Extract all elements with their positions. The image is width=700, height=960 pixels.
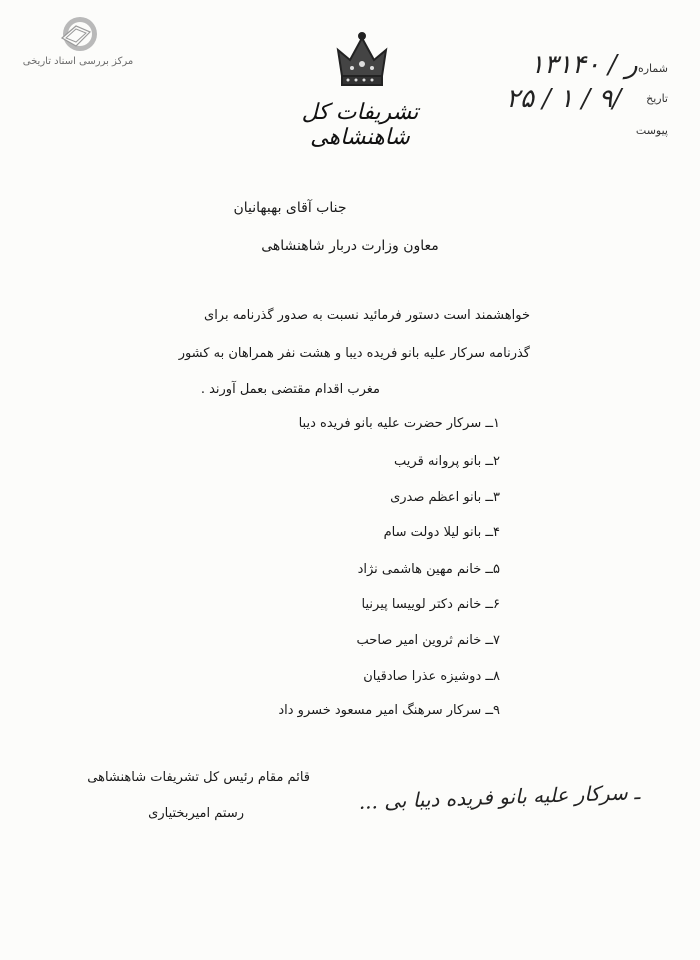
- archive-watermark: [22, 14, 134, 67]
- list-item: ۹ــ سرکار سرهنگ امیر مسعود خسرو داد: [278, 703, 500, 718]
- date-label: تاریخ: [646, 92, 668, 105]
- signatory-name: رستم امیربختیاری: [148, 806, 244, 821]
- list-item: ۷ــ خانم ثروین امیر صاحب: [356, 633, 500, 648]
- date-value: ۲۵ / ۱ / ۹/: [506, 84, 622, 114]
- addressee-name: جناب آقای بهبهانیان: [233, 200, 347, 216]
- office-title: تشریفات کل شاهنشاهی: [301, 100, 419, 150]
- crown-icon: [328, 30, 396, 94]
- number-value: ۱۳۱۴۰ / ر: [530, 50, 638, 80]
- archive-book-icon: [56, 14, 100, 54]
- body-line: خواهشمند است دستور فرمائید نسبت به صدور گذرنامه برای: [204, 308, 530, 323]
- watermark-text: مرکز بررسی اسناد تاریخی: [22, 56, 134, 67]
- list-item: ۴ــ بانو لیلا دولت سام: [383, 525, 500, 540]
- number-label: شماره: [637, 62, 668, 75]
- body-line: مغرب اقدام مقتضی بعمل آورند .: [200, 382, 380, 397]
- list-item: ۳ــ بانو اعظم صدری: [390, 490, 500, 505]
- list-item: ۶ــ خانم دکتر لوییسا پیرنیا: [361, 597, 500, 612]
- attachment-label: پیوست: [635, 124, 668, 137]
- list-item: ۸ــ دوشیزه عذرا صادقیان: [363, 669, 500, 684]
- signatory-title: قائم مقام رئیس کل تشریفات شاهنشاهی: [87, 770, 310, 785]
- addressee-title: معاون وزارت دربار شاهنشاهی: [261, 238, 439, 254]
- list-item: ۱ــ سرکار حضرت علیه بانو فریده دیبا: [298, 416, 500, 431]
- list-item: ۲ــ بانو پروانه قریب: [394, 454, 500, 469]
- list-item: ۵ــ خانم مهین هاشمی نژاد: [357, 562, 500, 577]
- body-line: گذرنامه سرکار علیه بانو فریده دیبا و هشت نفر همراهان به کشور: [178, 346, 530, 361]
- handwritten-note: ـ سرکار علیه بانو فریده دیبا بی ...: [358, 780, 641, 814]
